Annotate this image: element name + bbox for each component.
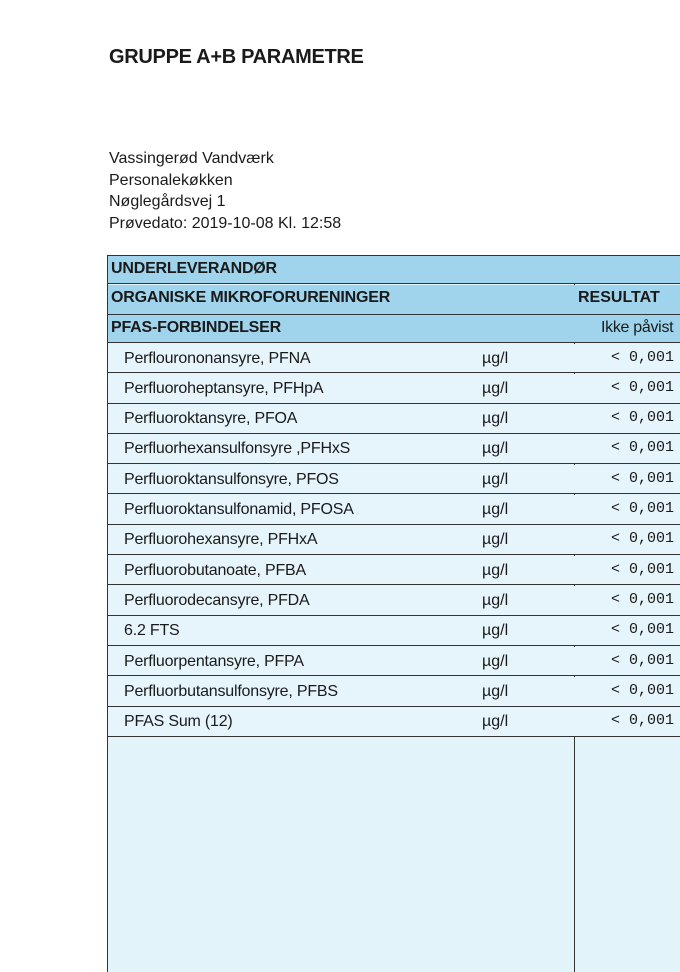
- parameter-unit: µg/l: [482, 501, 509, 518]
- parameter-unit: µg/l: [482, 531, 509, 549]
- location-street: Nøglegårdsvej 1: [109, 193, 226, 210]
- subcontractor-header: UNDERLEVERANDØR: [111, 260, 277, 277]
- parameter-name: Perfluorobutanoate, PFBA: [124, 561, 306, 579]
- table-row: [108, 465, 680, 495]
- table-row: [108, 374, 680, 404]
- parameter-result: < 0,001: [611, 560, 675, 578]
- parameter-name: Perflourononansyre, PFNA: [124, 349, 311, 367]
- parameter-result: < 0,001: [611, 530, 675, 548]
- subcontractor-header-row: [108, 256, 680, 284]
- parameter-name: 6.2 FTS: [124, 622, 180, 640]
- parameter-unit: µg/l: [482, 349, 509, 367]
- parameter-result: < 0,001: [611, 681, 675, 699]
- parameter-unit: µg/l: [482, 622, 509, 640]
- table-row: [108, 647, 680, 677]
- parameter-unit: µg/l: [482, 561, 509, 579]
- parameter-unit: µg/l: [482, 652, 509, 670]
- parameter-name: Perfluoroktansulfonsyre, PFOS: [124, 470, 339, 488]
- parameter-name: Perfluorpentansyre, PFPA: [124, 652, 304, 670]
- table-row: [108, 707, 680, 737]
- parameter-result: < 0,001: [611, 378, 675, 396]
- parameter-unit: µg/l: [482, 713, 509, 731]
- parameter-result: < 0,001: [611, 621, 675, 639]
- parameter-name: Perfluorbutansulfonsyre, PFBS: [124, 682, 338, 700]
- parameter-name: Perfluorhexansulfonsyre ,PFHxS: [124, 440, 351, 458]
- parameter-result: < 0,001: [611, 712, 675, 730]
- table-row: [108, 344, 680, 374]
- table-row: [108, 404, 680, 434]
- parameter-unit: µg/l: [482, 440, 509, 458]
- table-row: [108, 556, 680, 586]
- parameter-result: < 0,001: [611, 651, 675, 669]
- parameter-result: < 0,001: [611, 590, 675, 608]
- parameter-name: Perfluoroktansulfonamid, PFOSA: [124, 501, 354, 518]
- parameter-unit: µg/l: [482, 682, 509, 700]
- parameter-result: < 0,001: [611, 439, 675, 457]
- table-row: [108, 495, 680, 525]
- results-table: [107, 255, 680, 972]
- parameter-name: Perfluorohexansyre, PFHxA: [124, 531, 318, 549]
- parameter-name: Perfluoroheptansyre, PFHpA: [124, 379, 324, 397]
- parameter-unit: µg/l: [482, 379, 509, 397]
- table-row: [108, 616, 680, 646]
- table-row: [108, 677, 680, 707]
- address-block: [109, 148, 341, 234]
- parameter-result: < 0,001: [611, 409, 675, 427]
- parameter-result: < 0,001: [611, 469, 675, 487]
- parameter-name: Perfluorodecansyre, PFDA: [124, 591, 310, 609]
- sample-date: Prøvedato: 2019-10-08 Kl. 12:58: [109, 214, 342, 232]
- page-title: GRUPPE A+B PARAMETRE: [109, 46, 364, 68]
- pfas-header-row: [108, 315, 680, 343]
- table-row: [108, 586, 680, 616]
- parameter-result: < 0,001: [611, 500, 675, 517]
- result-column-header: RESULTAT: [578, 288, 660, 306]
- parameter-unit: µg/l: [482, 410, 509, 428]
- parameter-name: Perfluoroktansyre, PFOA: [124, 410, 298, 428]
- parameter-unit: µg/l: [482, 470, 509, 488]
- pfas-header: PFAS-FORBINDELSER: [111, 319, 281, 336]
- table-row: [108, 434, 680, 464]
- pfas-summary-result: Ikke påvist: [601, 319, 674, 336]
- organic-header-row: [108, 285, 680, 315]
- location-name: Vassingerød Vandværk: [109, 150, 274, 167]
- organic-header: ORGANISKE MIKROFORURENINGER: [111, 288, 391, 306]
- parameter-name: PFAS Sum (12): [124, 713, 233, 731]
- table-row: [108, 525, 680, 555]
- location-site: Personalekøkken: [109, 171, 233, 189]
- parameter-result: < 0,001: [611, 348, 675, 366]
- parameter-unit: µg/l: [482, 591, 509, 609]
